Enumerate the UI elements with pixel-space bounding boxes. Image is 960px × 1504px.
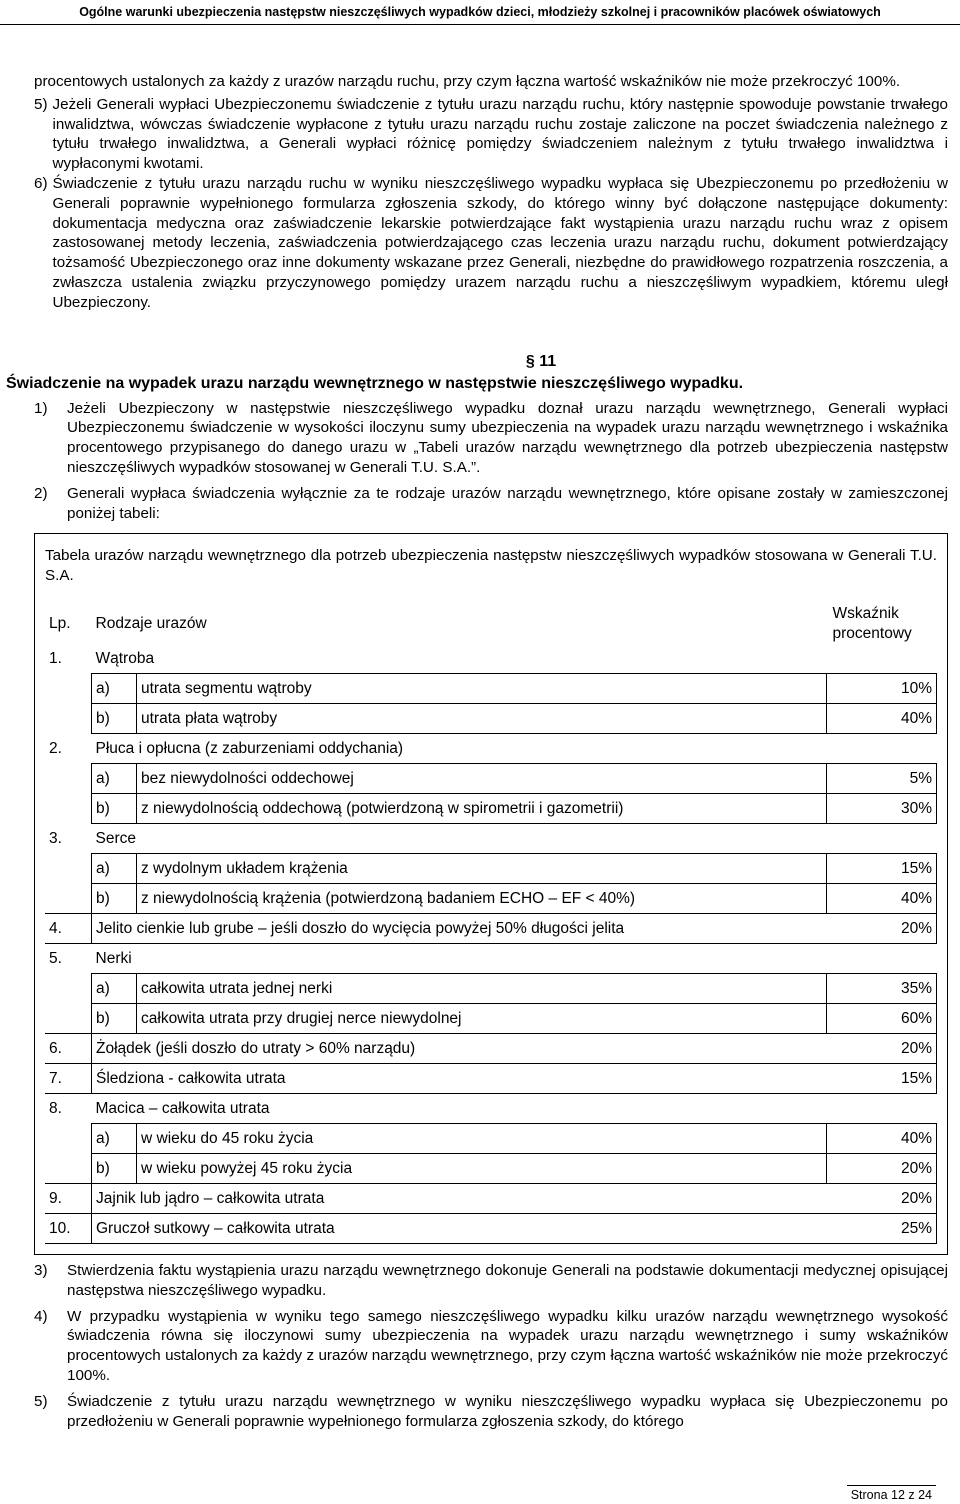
list-item-4 [34, 1307, 948, 1386]
header-lp: Lp. [49, 615, 71, 633]
row-indent [45, 1153, 92, 1183]
row-description: w wieku powyżej 45 roku życia [137, 1153, 827, 1183]
row-description: Wątroba [95, 649, 155, 667]
row-indent [45, 763, 92, 793]
row-lp: 2. [49, 739, 62, 757]
row-percentage: 15% [827, 853, 937, 883]
row-description: Jelito cienkie lub grube – jeśli doszło do wycięcia powyżej 50% długości jelita [92, 913, 827, 943]
row-percentage [827, 1093, 937, 1123]
table-row-main [45, 1033, 937, 1063]
list-number: 4) [34, 1307, 48, 1325]
row-sub-letter: b) [92, 1003, 137, 1033]
row-percentage: 40% [827, 703, 937, 733]
row-percentage: 20% [827, 1153, 937, 1183]
row-percentage: 30% [827, 793, 937, 823]
table-row-main [45, 1213, 937, 1243]
row-lp: 10. [45, 1213, 92, 1243]
list-item-5 [34, 95, 948, 174]
table-row-main [45, 1093, 937, 1123]
table-row-sub [45, 763, 937, 793]
row-sub-letter: a) [92, 853, 137, 883]
row-percentage [827, 823, 937, 853]
table-row-sub [45, 1003, 937, 1033]
page-number-text: Strona 12 z 24 [850, 1488, 932, 1502]
row-description: Macica – całkowita utrata [95, 1099, 270, 1117]
page-content [6, 72, 948, 1431]
row-sub-letter: b) [92, 793, 137, 823]
list-item-5b [34, 1392, 948, 1432]
row-sub-letter: a) [92, 973, 137, 1003]
row-indent [45, 853, 92, 883]
list-number: 1) [34, 399, 48, 417]
row-description: Serce [95, 829, 136, 847]
row-description: Płuca i opłucna (z zaburzeniami oddychania) [95, 739, 404, 757]
table-row-main [45, 943, 937, 973]
list-number: 6) [34, 174, 48, 192]
row-indent [45, 703, 92, 733]
row-indent [45, 973, 92, 1003]
row-percentage: 35% [827, 973, 937, 1003]
document-header [0, 0, 960, 24]
row-lp: 5. [49, 949, 62, 967]
row-lp: 8. [49, 1099, 62, 1117]
table-caption: Tabela urazów narządu wewnętrznego dla potrzeb ubezpieczenia następstw nieszczęśliwych wypadków stosowana w Generali T.U. S.A. [45, 547, 937, 585]
row-sub-letter: a) [92, 763, 137, 793]
row-description: całkowita utrata przy drugiej nerce niewydolnej [137, 1003, 827, 1033]
list-number: 3) [34, 1261, 48, 1279]
page-number [847, 1485, 936, 1502]
row-sub-letter: a) [92, 673, 137, 703]
row-description: Nerki [95, 949, 132, 967]
row-lp: 3. [49, 829, 62, 847]
table-row-sub [45, 883, 937, 913]
header-text: Ogólne warunki ubezpieczenia następstw nieszczęśliwych wypadków dzieci, młodzieży szkolnej i pracowników placówek oświatowych [79, 5, 881, 19]
row-percentage: 10% [827, 673, 937, 703]
row-indent [45, 1123, 92, 1153]
list-item-2 [34, 484, 948, 524]
row-percentage: 40% [827, 1123, 937, 1153]
list-text: Jeżeli Ubezpieczony w następstwie nieszczęśliwego wypadku doznał urazu narządu wewnętrznego, Generali wypłaci Ubezpieczonemu świadczenie w wysokości iloczynu sumy ubezpieczenia na wypadek urazu narządu wewnętrznego i wskaźnika procentowego przypisanego do danego urazu w „Tabeli urazów narządu wewnętrznego dla potrzeb ubezpieczenia następstw nieszczęśliwych wypadków stosowanej w Generali T.U. S.A.”. [67, 399, 948, 476]
list-text: Świadczenie z tytułu urazu narządu wewnętrznego w wyniku nieszczęśliwego wypadku wypłaca się Ubezpieczonemu po przedłożeniu w Generali poprawnie wypełnionego formularza zgłoszenia szkody, do którego [67, 1392, 948, 1430]
row-description: Gruczoł sutkowy – całkowita utrata [92, 1213, 827, 1243]
row-description: z niewydolnością krążenia (potwierdzoną badaniem ECHO – EF < 40%) [137, 883, 827, 913]
table-row-sub [45, 673, 937, 703]
row-description: w wieku do 45 roku życia [137, 1123, 827, 1153]
list-number: 2) [34, 484, 48, 502]
table-header-row [45, 604, 937, 644]
row-description: całkowita utrata jednej nerki [137, 973, 827, 1003]
row-lp: 6. [45, 1033, 92, 1063]
table-row-sub [45, 973, 937, 1003]
row-sub-letter: a) [92, 1123, 137, 1153]
list-text: Stwierdzenia faktu wystąpienia urazu narządu wewnętrznego dokonuje Generali na podstawie dokumentacji medycznej opisującej następstwa nieszczęśliwego wypadku. [67, 1261, 948, 1299]
row-sub-letter: b) [92, 703, 137, 733]
row-sub-letter: b) [92, 1153, 137, 1183]
row-percentage: 20% [827, 1183, 937, 1213]
header-rule [0, 24, 960, 25]
row-percentage: 5% [827, 763, 937, 793]
table-row-main [45, 644, 937, 674]
table-row-sub [45, 793, 937, 823]
row-lp: 1. [49, 649, 62, 667]
row-description: bez niewydolności oddechowej [137, 763, 827, 793]
row-description: utrata płata wątroby [137, 703, 827, 733]
row-indent [45, 1003, 92, 1033]
row-description: z niewydolnością oddechową (potwierdzoną w spirometrii i gazometrii) [137, 793, 827, 823]
row-description: z wydolnym układem krążenia [137, 853, 827, 883]
row-lp: 4. [45, 913, 92, 943]
row-percentage: 25% [827, 1213, 937, 1243]
row-indent [45, 673, 92, 703]
row-percentage: 40% [827, 883, 937, 913]
list-item-6 [34, 174, 948, 313]
table-row-main [45, 913, 937, 943]
list-text: Jeżeli Generali wypłaci Ubezpieczonemu świadczenie z tytułu urazu narządu ruchu, który następnie spowoduje powstanie trwałego inwalidztwa, wówczas świadczenie wypłacone z tytułu urazu narządu ruchu zostaje zaliczone na poczet świadczenia należnego z tytułu trwałego inwalidztwa, a Generali wypłaci różnicę pomiędzy świadczeniem należnym z tytułu trwałego inwalidztwa i wypłaconymi kwotami. [52, 95, 948, 173]
table-row-main [45, 1183, 937, 1213]
list-item-1 [34, 399, 948, 478]
section-number: § 11 [525, 352, 557, 370]
table-row-main [45, 823, 937, 853]
row-percentage [827, 733, 937, 763]
row-percentage: 20% [827, 1033, 937, 1063]
header-pct: Wskaźnik procentowy [832, 604, 912, 642]
row-percentage [827, 943, 937, 973]
table-row-sub [45, 853, 937, 883]
section-title: Świadczenie na wypadek urazu narządu wewnętrznego w następstwie nieszczęśliwego wypadku. [6, 374, 744, 392]
list-text: Świadczenie z tytułu urazu narządu ruchu w wyniku nieszczęśliwego wypadku wypłaca się Ubezpieczonemu po przedłożeniu w Generali poprawnie wypełnionego formularza zgłoszenia szkody, do którego winny być dołączone następujące dokumenty: dokumentacja medyczna oraz zaświadczenie lekarskie potwierdzające fakt wystąpienia urazu narządu ruchu wraz z opisem zastosowanej metody leczenia, zaświadczenia potwierdzającego czas leczenia urazu narządu ruchu, dokument potwierdzający tożsamość Ubezpieczonego oraz inne dokumenty wskazane przez Generali, niezbędne do prawidłowego rozpatrzenia roszczenia, a zwłaszcza ustalenia związku przyczynowego pomiędzy urazem narządu ruchu a nieszczęśliwym wypadkiem, któremu uległ Ubezpieczony. [52, 174, 948, 311]
row-indent [45, 883, 92, 913]
row-description: utrata segmentu wątroby [137, 673, 827, 703]
row-lp: 7. [45, 1063, 92, 1093]
table-row-main [45, 733, 937, 763]
list-item-3 [34, 1261, 948, 1301]
row-lp: 9. [45, 1183, 92, 1213]
header-type: Rodzaje urazów [95, 615, 207, 633]
table-row-sub [45, 1123, 937, 1153]
row-indent [45, 793, 92, 823]
list-text: W przypadku wystąpienia w wyniku tego samego nieszczęśliwego wypadku kilku urazów narządu wewnętrznego wysokość świadczenia równa się iloczynowi sumy ubezpieczenia na wypadek urazu narządu wewnętrznego i sumy wskaźników procentowych ustalonych za każdy z urazów narządu wewnętrznego, przy czym łączna wartość wskaźników nie może przekroczyć 100%. [67, 1307, 948, 1384]
row-description: Śledziona - całkowita utrata [92, 1063, 827, 1093]
row-percentage: 15% [827, 1063, 937, 1093]
row-percentage [827, 644, 937, 674]
row-sub-letter: b) [92, 883, 137, 913]
table-row-sub [45, 703, 937, 733]
list-number: 5) [34, 1392, 48, 1410]
continued-paragraph: procentowych ustalonych za każdy z urazów narządu ruchu, przy czym łączna wartość wskaźników nie może przekroczyć 100%. [34, 73, 901, 90]
row-percentage: 20% [827, 913, 937, 943]
injury-table-box [34, 533, 948, 1255]
row-percentage: 60% [827, 1003, 937, 1033]
list-number: 5) [34, 95, 48, 113]
list-text: Generali wypłaca świadczenia wyłącznie za te rodzaje urazów narządu wewnętrznego, które opisane zostały w zamieszczonej poniżej tabeli: [67, 484, 948, 522]
row-description: Jajnik lub jądro – całkowita utrata [92, 1183, 827, 1213]
row-description: Żołądek (jeśli doszło do utraty > 60% narządu) [92, 1033, 827, 1063]
table-row-sub [45, 1153, 937, 1183]
injury-table [45, 604, 937, 1244]
table-row-main [45, 1063, 937, 1093]
